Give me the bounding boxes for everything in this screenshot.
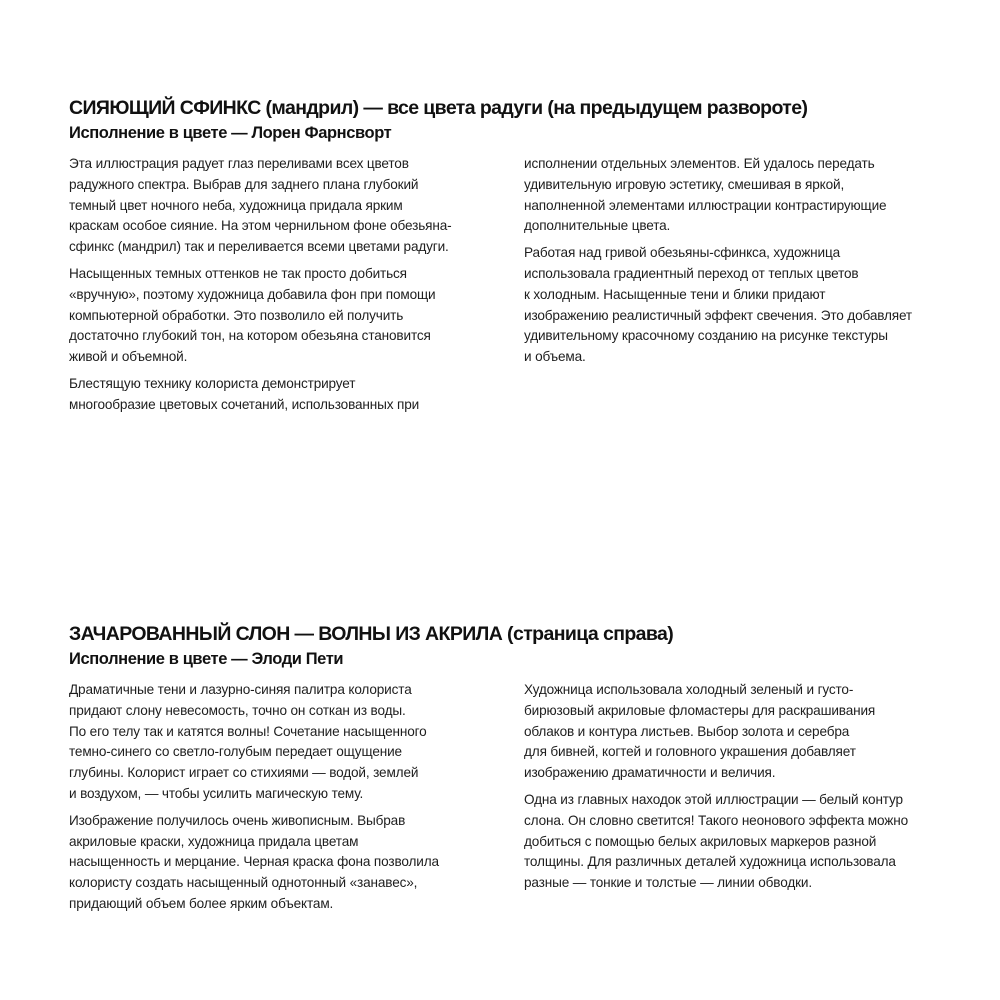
body-paragraph xyxy=(69,811,479,915)
text-line: Одна из главных находок этой иллюстрации — белый контур xyxy=(524,791,903,807)
body-paragraph xyxy=(69,154,479,258)
text-line: достаточно глубокий тон, на котором обезьяна становится xyxy=(69,328,431,344)
body-paragraph xyxy=(69,680,479,805)
text-line: изображению драматичности и величия. xyxy=(524,765,776,781)
text-line: удивительную игровую эстетику, смешивая в яркой, xyxy=(524,176,845,192)
text-line: темный цвет ночного неба, художница придала ярким xyxy=(69,197,403,213)
text-line: Эта иллюстрация радует глаз переливами всех цветов xyxy=(69,156,409,171)
text-line: к холодным. Насыщенные тени и блики придают xyxy=(524,286,826,302)
body-paragraph xyxy=(524,154,939,237)
text-line: живой и объемной. xyxy=(69,349,188,365)
left-column xyxy=(69,680,479,921)
text-line: краскам особое сияние. На этом чернильном фоне обезьяна- xyxy=(69,218,452,234)
left-column xyxy=(69,154,479,422)
text-line: дополнительные цвета. xyxy=(524,218,671,234)
text-line: «вручную», поэтому художница добавила фон при помощи xyxy=(69,286,436,302)
text-columns xyxy=(69,154,939,422)
text-line: удивительному красочному созданию на рисунке текстуры xyxy=(524,328,888,344)
section-elephant xyxy=(69,622,939,921)
body-paragraph xyxy=(524,680,939,784)
text-line: для бивней, когтей и головного украшения добавляет xyxy=(524,744,856,760)
text-line: толщины. Для различных деталей художница использовала xyxy=(524,854,896,870)
text-line: акриловые краски, художница придала цветам xyxy=(69,833,359,849)
text-line: и воздухом, — чтобы усилить магическую тему. xyxy=(69,785,364,801)
text-line: использовала градиентный переход от теплых цветов xyxy=(524,265,859,281)
text-line: придают слону невесомость, точно он соткан из воды. xyxy=(69,702,406,718)
text-line: компьютерной обработки. Это позволило ей получить xyxy=(69,307,404,323)
section-subtitle: Исполнение в цвете — Лорен Фарнсворт xyxy=(69,124,392,142)
text-line: Насыщенных темных оттенков не так просто добиться xyxy=(69,265,407,281)
right-column xyxy=(524,680,939,921)
text-line: изображению реалистичный эффект свечения. Это добавляет xyxy=(524,307,913,323)
text-line: и объема. xyxy=(524,349,586,365)
text-columns xyxy=(69,680,939,921)
text-line: исполнении отдельных элементов. Ей удалось передать xyxy=(524,156,875,171)
text-line: бирюзовый акриловые фломастеры для раскрашивания xyxy=(524,702,876,718)
text-line: многообразие цветовых сочетаний, использованных при xyxy=(69,396,420,412)
text-line: сфинкс (мандрил) так и переливается всеми цветами радуги. xyxy=(69,239,449,255)
text-line: радужного спектра. Выбрав для заднего плана глубокий xyxy=(69,176,419,192)
text-line: добиться с помощью белых акриловых маркеров разной xyxy=(524,833,877,849)
text-line: Художница использовала холодный зеленый и густо- xyxy=(524,682,854,697)
text-line: облаков и контура листьев. Выбор золота и серебра xyxy=(524,723,850,739)
text-line: По его телу так и катятся волны! Сочетание насыщенного xyxy=(69,723,427,739)
body-paragraph xyxy=(69,374,479,416)
text-line: разные — тонкие и толстые — линии обводки. xyxy=(524,875,812,891)
text-line: Работая над гривой обезьяны-сфинкса, художница xyxy=(524,245,841,261)
text-line: придающий объем более ярким объектам. xyxy=(69,895,334,911)
section-sphinx xyxy=(69,96,939,422)
text-line: Изображение получилось очень живописным. Выбрав xyxy=(69,812,406,828)
text-line: темно-синего со светло-голубым передает ощущение xyxy=(69,744,402,760)
section-title: ЗАЧАРОВАННЫЙ СЛОН — ВОЛНЫ ИЗ АКРИЛА (страница справа) xyxy=(69,623,674,645)
text-line: глубины. Колорист играет со стихиями — водой, землей xyxy=(69,765,419,781)
body-paragraph xyxy=(524,790,939,894)
text-line: колористу создать насыщенный однотонный «занавес», xyxy=(69,875,418,891)
text-line: насыщенность и мерцание. Черная краска фона позволила xyxy=(69,854,439,870)
right-column xyxy=(524,154,939,422)
text-line: слона. Он словно светится! Такого неонового эффекта можно xyxy=(524,812,908,828)
text-line: наполненной элементами иллюстрации контрастирующие xyxy=(524,197,887,213)
body-paragraph xyxy=(69,264,479,368)
body-paragraph xyxy=(524,243,939,368)
section-title: СИЯЮЩИЙ СФИНКС (мандрил) — все цвета радуги (на предыдущем развороте) xyxy=(69,97,808,119)
text-line: Блестящую технику колориста демонстрирует xyxy=(69,375,356,391)
section-subtitle: Исполнение в цвете — Элоди Пети xyxy=(69,650,344,668)
text-line: Драматичные тени и лазурно-синяя палитра колориста xyxy=(69,682,412,697)
